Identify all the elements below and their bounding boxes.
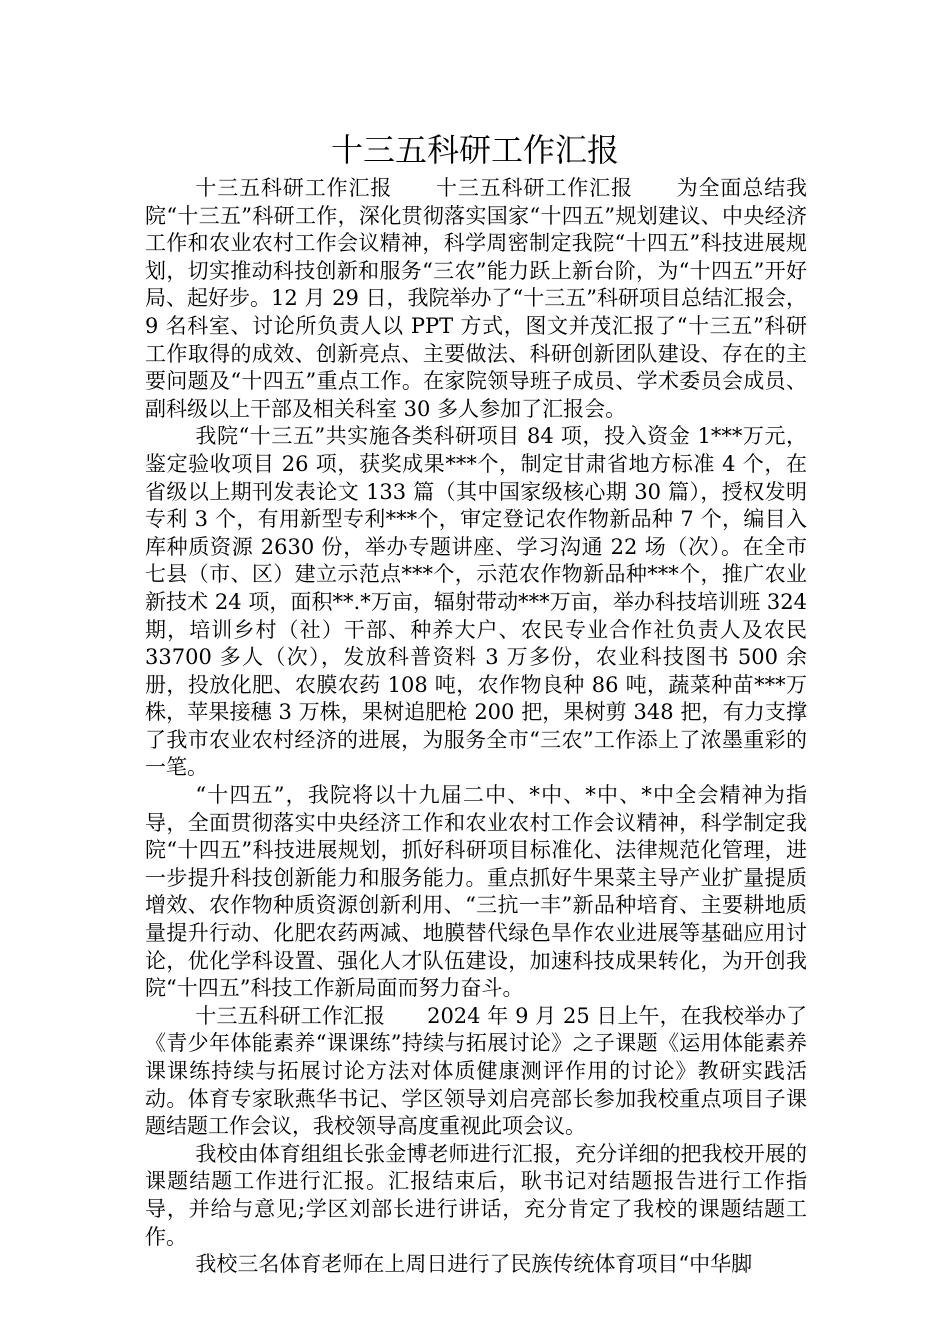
document-body	[145, 175, 807, 1279]
document-title: 十三五科研工作汇报	[330, 131, 619, 169]
paragraph-4: 十三五科研工作汇报 2024 年 9 月 25 日上午，在我校举办了《青少年体能素养“课课练”持续与拓展讨论》之子课题《运用体能素养课课练持续与拓展讨论方法对体质健康测评作用的讨论》教研实践活动。体育专家耿燕华书记、学区领导刘启亮部长参加我校重点项目子课题结题工作会议，我校领导高度重视此项会议。	[145, 1003, 807, 1139]
paragraph-1: 十三五科研工作汇报 十三五科研工作汇报 为全面总结我院“十三五”科研工作，深化贯彻落实国家“十四五”规划建议、中央经济工作和农业农村工作会议精神，科学周密制定我院“十四五”科技进展规划，切实推动科技创新和服务“三农”能力跃上新台阶，为“十四五”开好局、起好步。12 月 29 日，我院举办了“十三五”科研项目总结汇报会，9 名科室、讨论所负责人以 PPT 方式，图文并茂汇报了“十三五”科研工作取得的成效、创新亮点、主要做法、科研创新团队建设、存在的主要问题及“十四五”重点工作。在家院领导班子成员、学术委员会成员、副科级以上干部及相关科室 30 多人参加了汇报会。	[145, 176, 807, 421]
paragraph-5: 我校由体育组组长张金博老师进行汇报，充分详细的把我校开展的课题结题工作进行汇报。汇报结束后，耿书记对结题报告进行工作指导，并给与意见;学区刘部长进行讲话，充分肯定了我校的课题结题工作。	[145, 1141, 807, 1249]
paragraph-2: 我院“十三五”共实施各类科研项目 84 项，投入资金 1***万元，鉴定验收项目 26 项，获奖成果***个，制定甘肃省地方标准 4 个，在省级以上期刊发表论文 133 篇（其中国家级核心期 30 篇），授权发明专利 3 个，有用新型专利***个，审定登记农作物新品种 7 个，编目入库种质资源 2630 份，举办专题讲座、学习沟通 22 场（次）。在全市七县（市、区）建立示范点***个，示范农作物新品种***个，推广农业新技术 24 项，面积**.*万亩，辐射带动***万亩，举办科技培训班 324 期，培训乡村（社）干部、种养大户、农民专业合作社负责人及农民 33700 多人（次），发放科普资料 3 万多份，农业科技图书 500 余册，投放化肥、农膜农药 108 吨，农作物良种 86 吨，蔬菜种苗***万株，苹果接穗 3 万株，果树追肥枪 200 把，果树剪 348 把，有力支撑了我市农业农村经济的进展，为服务全市“三农”工作添上了浓墨重彩的一笔。	[145, 424, 807, 780]
paragraph-6: 我校三名体育老师在上周日进行了民族传统体育项目“中华脚	[195, 1252, 753, 1277]
paragraph-3: “十四五”，我院将以十九届二中、*中、*中、*中全会精神为指导，全面贯彻落实中央经济工作和农业农村工作会议精神，科学制定我院“十四五”科技进展规划，抓好科研项目标准化、法律规范化管理，进一步提升科技创新能力和服务能力。重点抓好牛果菜主导产业扩量提质增效、农作物种质资源创新利用、“三抗一丰”新品种培育、主要耕地质量提升行动、化肥农药两减、地膜替代绿色旱作农业进展等基础应用讨论，优化学科设置、强化人才队伍建设，加速科技成果转化，为开创我院“十四五”科技工作新局面而努力奋斗。	[145, 783, 807, 1001]
